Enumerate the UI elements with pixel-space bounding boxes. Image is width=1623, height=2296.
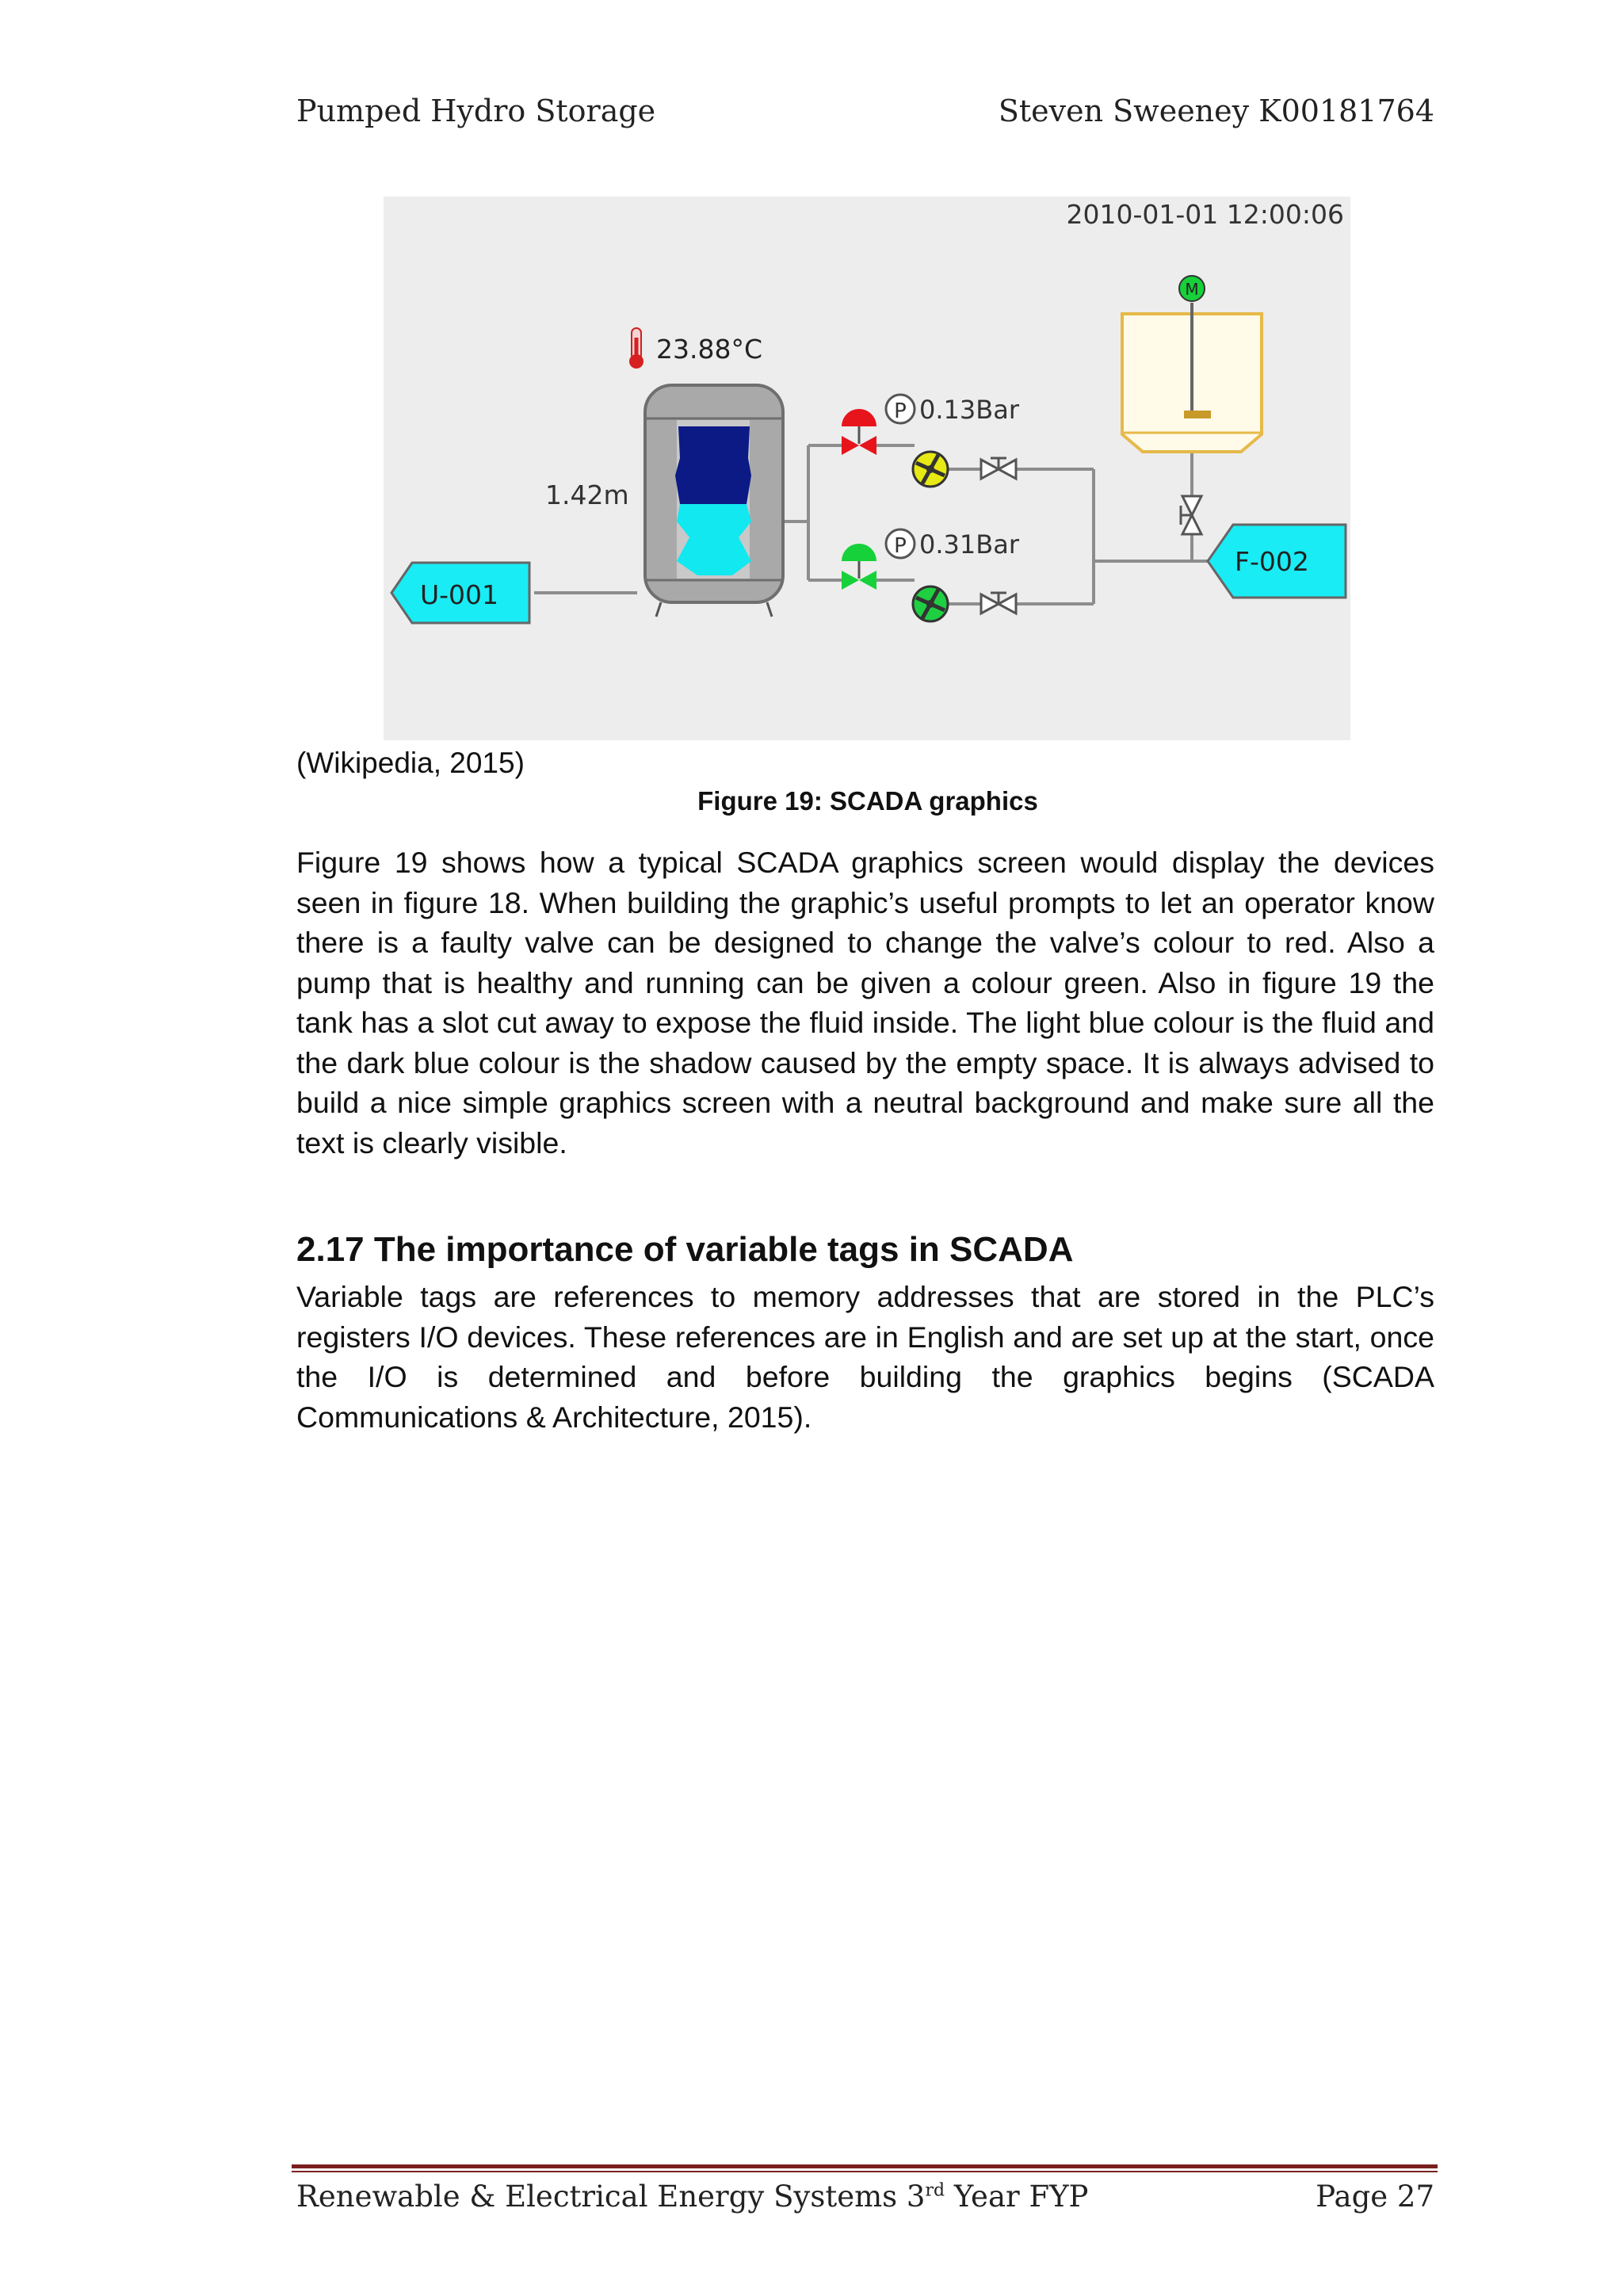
pump-top-icon	[913, 452, 948, 487]
footer-rule	[292, 2164, 1438, 2168]
level-label: 1.42m	[545, 479, 629, 510]
pump-bottom-icon	[913, 586, 948, 621]
figure-source: (Wikipedia, 2015)	[296, 747, 525, 779]
header-author: Steven Sweeney K00181764	[998, 94, 1434, 128]
scada-graphic	[384, 197, 1350, 740]
svg-text:U-001: U-001	[420, 579, 499, 610]
motor-icon	[1179, 276, 1205, 301]
thermometer-icon	[629, 328, 643, 369]
svg-text:P: P	[894, 399, 907, 423]
outlet-tag	[1208, 525, 1346, 598]
body-paragraph-1: Figure 19 shows how a typical SCADA graphics screen would display the devices seen in figure 18. When building the graphic’s useful prompts to let an operator know there is a faulty valve can be designed to change the valve’s colour to red. Also a pump that is healthy and running can be given a colour green. Also in figure 19 the tank has a slot cut away to expose the fluid inside. The light blue colour is the fluid and the dark blue colour is the shadow caused by the empty space. It is always advised to build a nice simple graphics screen with a neutral background and make sure all the text is clearly visible.	[296, 846, 1434, 1159]
header-title: Pumped Hydro Storage	[296, 94, 656, 128]
footer-page-number: Page 27	[1316, 2179, 1434, 2214]
svg-text:F-002: F-002	[1235, 546, 1309, 577]
scada-graphic-figure	[384, 197, 1350, 740]
manual-valve-bottom-icon	[981, 593, 1016, 613]
tank-shadow	[675, 426, 751, 504]
section-heading: 2.17 The importance of variable tags in SCADA	[296, 1230, 1074, 1269]
healthy-valve-icon	[842, 544, 876, 590]
body-paragraph-2: Variable tags are references to memory addresses that are stored in the PLC’s registers I/O devices. These references are in English and are set up at the start, once the I/O is determined and before building the graphics begins (SCADA Communications & Architecture, 2015).	[296, 1280, 1434, 1434]
inlet-tag	[391, 563, 529, 623]
footer-rule-thin	[292, 2171, 1438, 2172]
faulty-valve-icon	[842, 409, 876, 455]
temperature-label: 23.88°C	[656, 334, 763, 365]
manual-valve-top-icon	[981, 458, 1016, 479]
pressure-gauge-bottom-icon	[886, 529, 915, 558]
pressure-bottom-label: 0.31Bar	[919, 529, 1019, 560]
storage-tank	[645, 385, 783, 617]
svg-text:P: P	[894, 534, 907, 558]
footer-course: Renewable & Electrical Energy Systems 3rd Year FYP	[296, 2179, 1089, 2214]
figure-caption: Figure 19: SCADA graphics	[697, 786, 1038, 816]
manual-valve-vertical-icon	[1181, 496, 1201, 534]
pressure-gauge-top-icon	[886, 395, 915, 423]
pressure-top-label: 0.13Bar	[919, 395, 1019, 425]
timestamp-label: 2010-01-01 12:00:06	[1066, 199, 1344, 230]
mixing-vessel	[1122, 303, 1262, 452]
svg-text:M: M	[1185, 280, 1199, 299]
